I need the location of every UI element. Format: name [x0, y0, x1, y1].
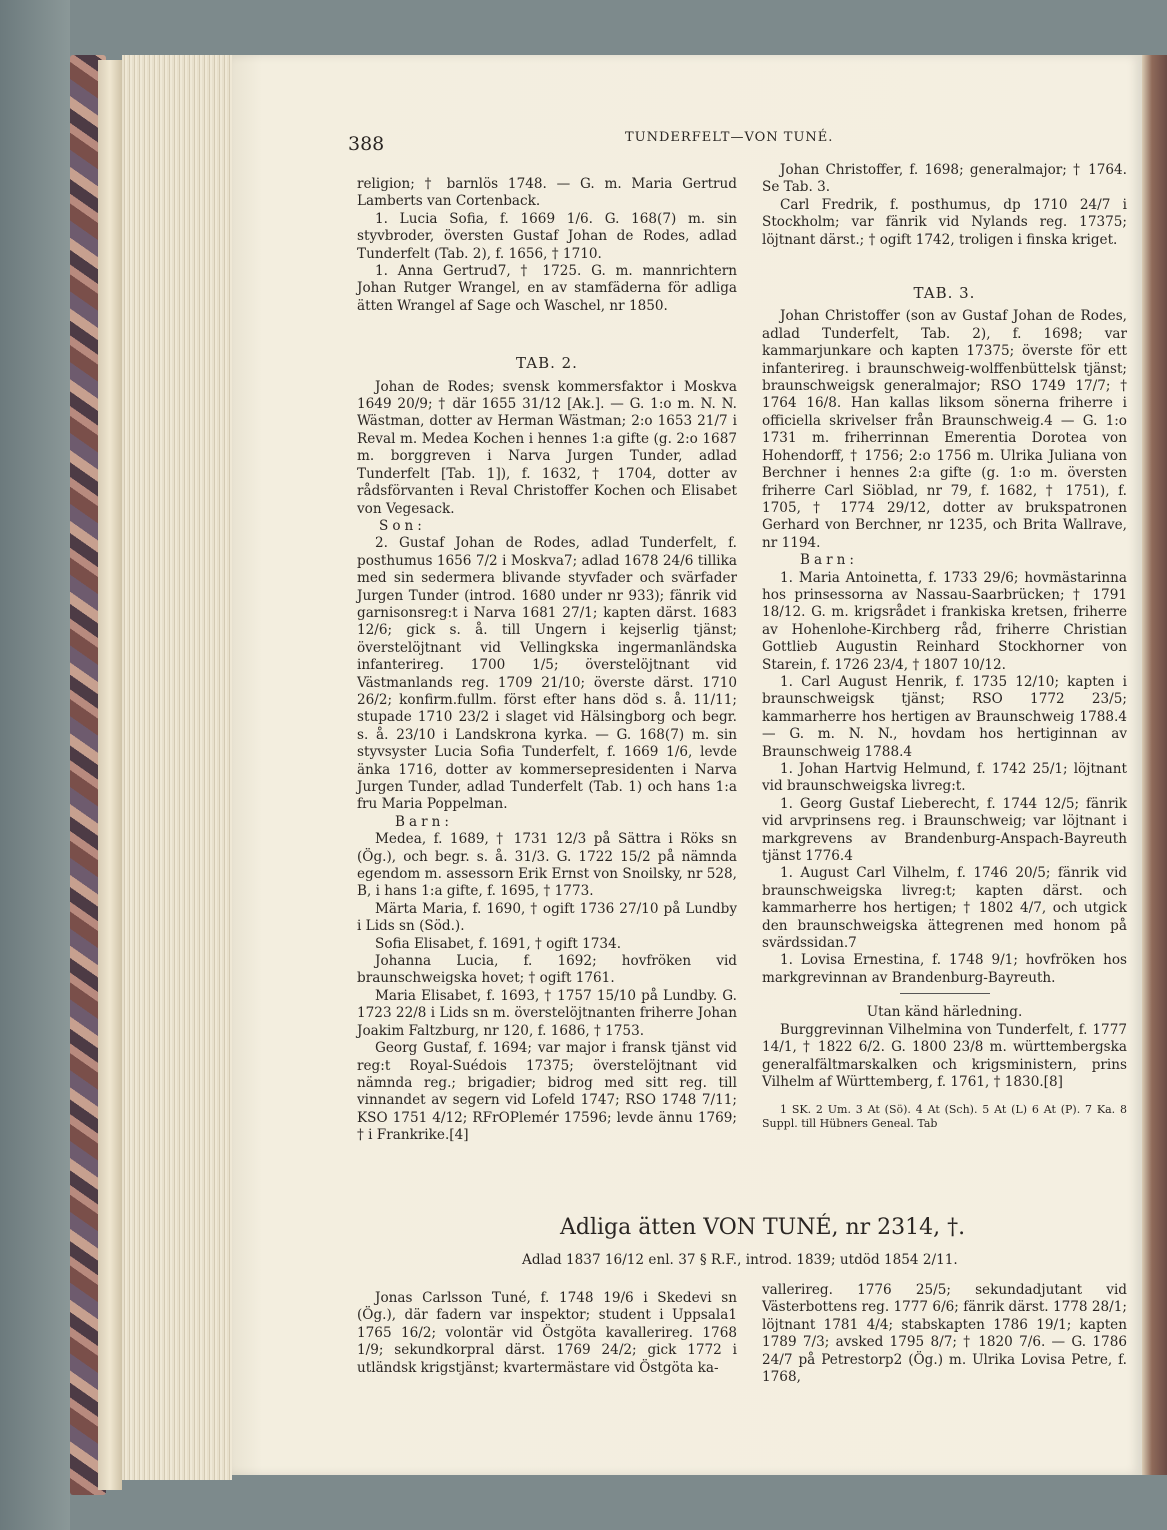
bottom-left-column: [357, 1290, 737, 1377]
paragraph: 1. Lovisa Ernestina, f. 1748 9/1; hovfröken hos markgrevinnan av Brandenburg-Bayreuth.: [762, 952, 1127, 986]
paragraph: religion; † barnlös 1748. — G. m. Maria Gertrud Lamberts van Cortenback.: [357, 176, 737, 210]
paragraph: 1. August Carl Vilhelm, f. 1746 20/5; fänrik vid braunschweigska livreg:t; kapten därst. och kammarherre hos hertigen; † 1802 4/7, och utgick den braunschweigska ättegrenen med honom på svärdssidan.7: [762, 865, 1127, 952]
divider: [900, 993, 990, 994]
paragraph: Medea, f. 1689, † 1731 12/3 på Sättra i Röks sn (Ög.), och begr. s. å. 31/3. G. 1722 15/2 på nämnda egendom m. assessorn Erik Ernst von Snoilsky, nr 528, B, i hans 1:a gifte, f. 1695, † 1773.: [357, 831, 737, 900]
paragraph: Märta Maria, f. 1690, † ogift 1736 27/10 på Lundby i Lids sn (Söd.).: [357, 900, 737, 935]
paragraph: Carl Fredrik, f. posthumus, dp 1710 24/7 i Stockholm; var fänrik vid Nylands reg. 17375; löjtnant därst.; † ogift 1742, troligen i finska kriget.: [762, 196, 1127, 248]
paragraph: Johan Christoffer, f. 1698; generalmajor; † 1764. Se Tab. 3.: [762, 162, 1127, 196]
paragraph: 1. Georg Gustaf Lieberecht, f. 1744 12/5; fänrik vid arvprinsens reg. i Braunschweig; var löjtnant i markgrevens av Brandenburg-Anspach-Bayreuth tjänst 1776.4: [762, 795, 1127, 865]
left-column: [357, 176, 737, 1145]
paragraph: Johan de Rodes; svensk kommersfaktor i Moskva 1649 20/9; † där 1655 31/12 [Ak.]. — G. 1:o m. N. N. Wästman, dotter av Herman Wästman; 2:o 1653 21/7 i Reval m. Medea Kochen i hennes 1:a gifte (g. 2:o 1687 m. borggreven i Narva Jurgen Tunder, adlad Tunderfelt [Tab. 1]), f. 1632, † 1704, dotter av rådsförvanten i Reval Christoffer Kochen och Elisabet von Vegesack.: [357, 378, 737, 517]
paragraph: Georg Gustaf, f. 1694; var major i fransk tjänst vid reg:t Royal-Suédois 17375; överstelöjtnant vid nämnda reg.; brigadier; bidrog med sitt reg. till vinnandet av segern vid Lofeld 1747; RSO 1748 7/11; KSO 1751 4/12; RFrOPlemér 17596; levde ännu 1769; † i Frankrike.[4]: [357, 1040, 737, 1144]
paragraph: Johan Christoffer (son av Gustaf Johan de Rodes, adlad Tunderfelt, Tab. 2), f. 1698; var kammarjunkare och kapten 17375; överste för ett infanterireg. i braunschweig-wolffenbüttelsk tjänst; braunschweigsk generalmajor; RSO 1749 17/7; † 1764 16/8. Han kallas liksom sönerna friherre i officiella skrivelser från Braunschweig.4 — G. 1:o 1731 m. friherrinnan Emerentia Dorotea von Hohendorff, † 1756; 2:o 1756 m. Ulrika Juliana von Berchner i hennes 2:a gifte (g. 1:o m. översten friherre Carl Siöblad, nr 79, f. 1682, † 1751), f. 1705, † 1774 29/12, dotter av brukspatronen Gerhard von Berchner, nr 1235, och Brita Wallrave, nr 1194.: [762, 308, 1127, 551]
footnotes: 1 SK. 2 Um. 3 At (Sö). 4 At (Sch). 5 At (L) 6 At (P). 7 Ka. 8 Suppl. till Hübners Geneal. Tab: [762, 1103, 1127, 1131]
paragraph: Maria Elisabet, f. 1693, † 1757 15/10 på Lundby. G. 1723 22/8 i Lids sn m. överstelöjtnanten friherre Johan Joakim Faltzburg, nr 120, f. 1686, † 1753.: [357, 987, 737, 1039]
paragraph: 1. Carl August Henrik, f. 1735 12/10; kapten i braunschweigsk tjänst; RSO 1772 23/5; kammarherre hos hertigen av Braunschweig 1788.4 — G. m. N. N., hovdam hos hertiginnan av Braunschweig 1788.4: [762, 673, 1127, 760]
background-left: [0, 0, 70, 1530]
section-title: Adliga ätten VON TUNÉ, nr 2314, †.: [560, 1215, 966, 1240]
section-subtitle: Adlad 1837 16/12 enl. 37 § R.F., introd. 1839; utdöd 1854 2/11.: [522, 1252, 958, 1268]
tab-2-heading: TAB. 2.: [516, 354, 578, 373]
paragraph: 1. Johan Hartvig Helmund, f. 1742 25/1; löjtnant vid braunschweigska livreg:t.: [762, 761, 1127, 795]
paragraph: Sofia Elisabet, f. 1691, † ogift 1734.: [375, 935, 622, 952]
paragraph: Johanna Lucia, f. 1692; hovfröken vid braunschweigska hovet; † ogift 1761.: [357, 953, 737, 987]
unknown-origin-heading: Utan känd härledning.: [866, 1004, 1023, 1021]
bottom-right-column: [762, 1282, 1127, 1386]
book-spine: [98, 60, 122, 1490]
paragraph: 1. Lucia Sofia, f. 1669 1/6. G. 168(7) m. sin styvbroder, översten Gustaf Johan de Rodes, adlad Tunderfelt (Tab. 2), f. 1656, † 1710.: [357, 210, 737, 262]
paragraph: 2. Gustaf Johan de Rodes, adlad Tunderfelt, f. posthumus 1656 7/2 i Moskva7; adlad 1678 24/6 tillika med sin sedermera blivande styvfader och svärfader Jurgen Tunder (introd. 1680 under nr 933); fänrik vid garnisonsreg:t i Narva 1681 27/1; kapten därst. 1683 12/6; gick s. å. till Ungern i kejserlig tjänst; överstelöjtnant vid Vellingkska ingermanländska infanterireg. 1700 1/5; överstelöjtnant vid Västmanlands reg. 1709 21/10; överste därst. 1710 26/2; konfirm.fullm. först efter hans död s. å. 11/11; stupade 1710 23/2 i slaget vid Hälsingborg och begr. s. å. 23/10 i Landskrona kyrka. — G. 168(7) m. sin styvsyster Lucia Sofia Tunderfelt, f. 1669 1/6, levde änka 1716, dotter av kommersepresidenten i Narva Jurgen Tunder, adlad Tunderfelt (Tab. 1) och hans 1:a fru Maria Poppelman.: [357, 535, 737, 813]
tab-3-heading: TAB. 3.: [913, 284, 976, 303]
running-head: TUNDERFELT—VON TUNÉ.: [625, 130, 834, 145]
page-number: 388: [348, 133, 385, 155]
children-label: Barn:: [800, 552, 858, 569]
paragraph: 1. Anna Gertrud7, † 1725. G. m. mannrichtern Johan Rutger Wrangel, en av stamfäderna för adliga ätten Wrangel af Sage och Waschel, nr 1850.: [357, 263, 737, 314]
book-cover-right: [1142, 55, 1167, 1475]
paragraph: Burggrevinnan Vilhelmina von Tunderfelt, f. 1777 14/1, † 1822 6/2. G. 1800 23/8 m. württembergska generalfältmarskalken och krigsministern, prins Vilhelm af Württemberg, f. 1761, † 1830.[8]: [762, 1021, 1127, 1090]
son-label: Son:: [379, 517, 426, 534]
paragraph: vallerireg. 1776 25/5; sekundadjutant vid Västerbottens reg. 1777 6/6; fänrik därst. 1778 28/1; löjtnant 1781 4/4; stabskapten 1786 19/1; kapten 1789 7/3; avsked 1795 8/7; † 1820 7/6. — G. 1786 24/7 på Petrestorp2 (Ög.) m. Ulrika Lovisa Petre, f. 1768,: [762, 1282, 1127, 1386]
page-edges: [122, 55, 232, 1480]
children-label: Barn:: [395, 813, 453, 830]
paragraph: Jonas Carlsson Tuné, f. 1748 19/6 i Skedevi sn (Ög.), där fadern var inspektor; student i Uppsala1 1765 16/2; volontär vid Östgöta kavallerireg. 1768 1/9; sekundkorpral därst. 1769 24/2; gick 1772 i utländsk krigstjänst; kvartermästare vid Östgöta ka-: [357, 1290, 737, 1376]
paragraph: 1. Maria Antoinetta, f. 1733 29/6; hovmästarinna hos prinsessorna av Nassau-Saarbrücken; † 1791 18/12. G. m. krigsrådet i frankiska kretsen, friherre av Hohenlohe-Kirchberg råd, friherre Christian Gottlieb Augustin Reinhard Stockhorner von Starein, f. 1726 23/4, † 1807 10/12.: [762, 569, 1127, 673]
right-column: [762, 162, 1127, 1131]
